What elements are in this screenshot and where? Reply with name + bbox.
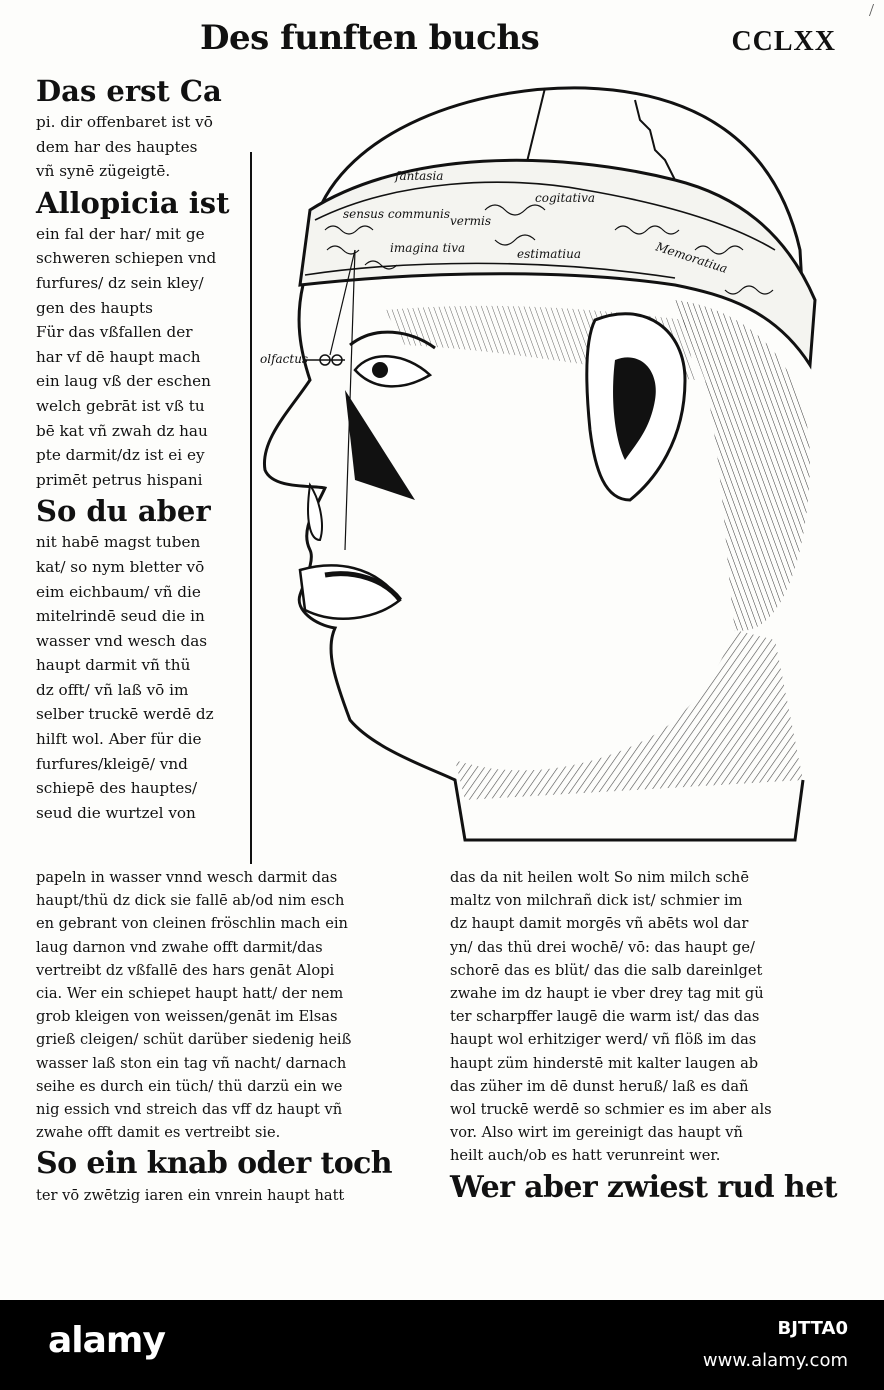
text-line: ter scharpffer laugē die warm ist/ das das (450, 1008, 760, 1026)
folio-number: CCLXX (731, 26, 836, 57)
text-line: selber truckē werdē dz (36, 705, 214, 724)
section-heading-zwiest: Wer aber zwiest rud het (450, 1169, 837, 1205)
text-line: mitelrindē seud die in (36, 607, 205, 626)
text-line: har vf dē haupt mach (36, 347, 201, 366)
text-line: wasser vnd wesch das (36, 631, 208, 650)
text-line: schorē das es blüt/ das die salb dareinlget (450, 961, 763, 979)
text-line: haupt/thü dz dick sie fallē ab/od nim esch (36, 892, 345, 910)
text-line: gen des haupts (36, 298, 153, 317)
text-line: dz offt/ vñ laß vō im (36, 680, 189, 699)
left-lines-b (36, 222, 251, 493)
text-line: seud die wurtzel von (36, 803, 196, 822)
text-line: pte darmit/dz ist ei ey (36, 446, 205, 465)
text-line: cia. Wer ein schiepet haupt hatt/ der nem (36, 985, 344, 1003)
text-line: haupt darmit vñ thü (36, 656, 191, 675)
text-line: vertreibt dz vßfallē des hars genāt Alopi (36, 961, 335, 979)
text-line: zwahe offt damit es vertreibt sie. (36, 1124, 281, 1142)
text-line: ein laug vß der eschen (36, 372, 211, 391)
label-sensus-communis: sensus communis (343, 207, 451, 221)
left-text-column (36, 72, 251, 825)
head-woodcut-figure (255, 80, 830, 870)
label-cogitativa: cogitativa (535, 191, 596, 205)
text-line: dz haupt damit morgēs vñ abēts wol dar (450, 915, 749, 933)
text-line: Für das vßfallen der (36, 323, 193, 342)
label-memorativa: Memoratiua (654, 239, 730, 276)
label-fantasia: fantasia (395, 169, 444, 183)
text-line: primēt petrus hispani (36, 470, 203, 489)
text-line: nig essich vnd streich das vff dz haupt vñ (36, 1101, 343, 1119)
text-line: dem har des hauptes (36, 137, 198, 156)
text-line: heilt auch/ob es hatt verunreint wer. (450, 1147, 721, 1165)
subheading-so-du-aber: So du aber (36, 494, 211, 529)
label-olfactus: olfactus (260, 352, 309, 366)
left-lines-a (36, 110, 251, 184)
stock-footer-bar (0, 1300, 884, 1390)
text-line: haupt wol erhitziger werd/ vñ flöß im das (450, 1031, 757, 1049)
running-head: Des funften buchs (200, 18, 540, 58)
label-imaginativa: imagina tiva (390, 241, 466, 255)
chapter-heading: Das erst Ca (36, 74, 222, 108)
text-line: welch gebrāt ist vß tu (36, 396, 205, 415)
text-line: schweren schiepen vnd (36, 249, 217, 268)
text-line: en gebrant von cleinen fröschlin mach ein (36, 915, 348, 933)
text-line: hilft wol. Aber für die (36, 730, 202, 749)
text-line: kat/ so nym bletter vō (36, 557, 205, 576)
text-line: zwahe im dz haupt ie vber drey tag mit gü (450, 985, 764, 1003)
section-heading-knab: So ein knab oder toch (36, 1146, 392, 1182)
text-line: nit habē magst tuben (36, 533, 201, 552)
text-line: haupt züm hinderstē mit kalter laugen ab (450, 1054, 759, 1072)
text-line: wol truckē werdē so schmier es im aber als (450, 1101, 772, 1119)
eye-shape (355, 356, 430, 386)
footer-url: www.alamy.com (702, 1350, 848, 1371)
subheading-allopicia: Allopicia ist (36, 185, 230, 220)
text-line: laug darnon vnd zwahe offt darmit/das (36, 938, 323, 956)
left-lines-c (36, 530, 251, 825)
text-line: furfures/kleigē/ vnd (36, 754, 188, 773)
column-rule (250, 152, 252, 864)
text-line: eim eichbaum/ vñ die (36, 582, 201, 601)
text-line: grob kleigen von weissen/genāt im Elsas (36, 1008, 338, 1026)
text-line: maltz von milchrañ dick ist/ schmier im (450, 892, 743, 910)
text-line: schiepē des hauptes/ (36, 779, 198, 798)
body-left-column (36, 866, 436, 1208)
text-line: grieß cleigen/ schüt darüber siedenig heiß (36, 1031, 352, 1049)
text-line: furfures/ dz sein kley/ (36, 273, 204, 292)
text-line: yn/ das thü drei wochē/ vō: das haupt ge/ (450, 938, 755, 956)
text-line: seihe es durch ein tüch/ thü darzü ein we (36, 1077, 343, 1095)
text-line: papeln in wasser vnnd wesch darmit das (36, 869, 338, 886)
text-line: ein fal der har/ mit ge (36, 224, 205, 243)
text-line: ter vō zwētzig iaren ein vnrein haupt hatt (36, 1187, 345, 1205)
label-estimativa: estimatiua (517, 247, 581, 261)
text-line: das da nit heilen wolt So nim milch schē (450, 869, 749, 886)
body-right-column (450, 866, 850, 1208)
text-line: vñ synē zügeigtē. (36, 162, 171, 181)
text-line: pi. dir offenbaret ist vō (36, 113, 213, 131)
corner-mark: / (868, 0, 874, 20)
text-line: wasser laß ston ein tag vñ nacht/ darnach (36, 1054, 347, 1072)
image-code: BJTTA0 (777, 1318, 848, 1339)
text-line: vor. Also wirt im gereinigt das haupt vñ (450, 1124, 743, 1142)
alamy-logo: alamy (48, 1320, 165, 1361)
label-vermis: vermis (450, 214, 491, 228)
text-line: bē kat vñ zwah dz hau (36, 421, 208, 440)
text-line: das züher im dē dunst heruß/ laß es dañ (450, 1077, 749, 1095)
